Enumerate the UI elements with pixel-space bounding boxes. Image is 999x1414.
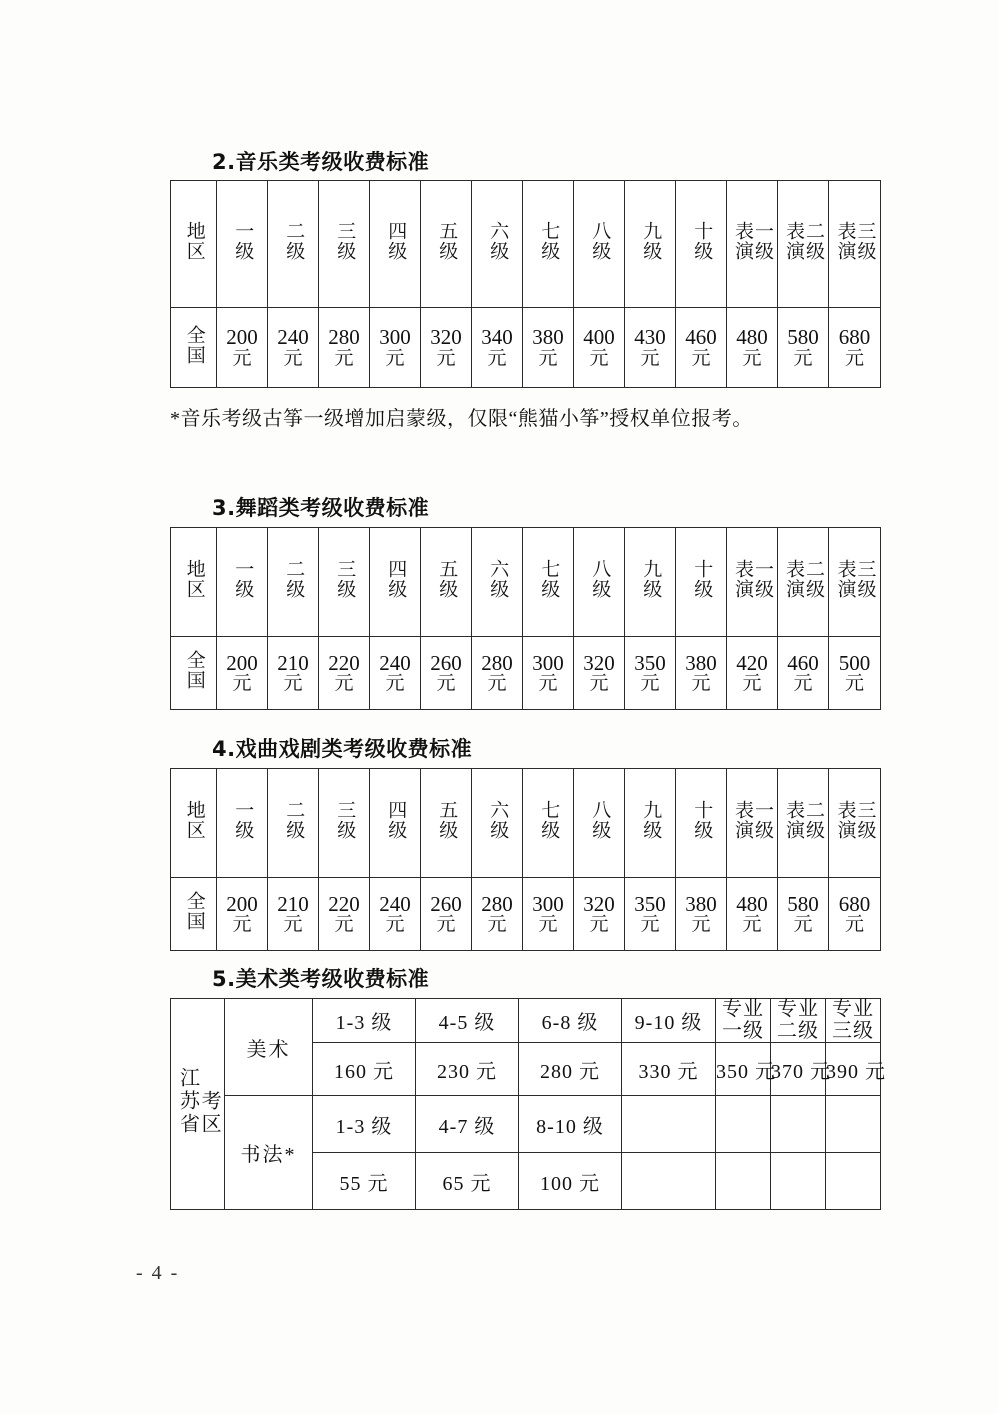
cell-region-jiangsu: 江苏省考区 <box>171 999 225 1210</box>
header-grade-7: 七级 <box>523 181 574 308</box>
header-grade-4: 四级 <box>370 528 421 637</box>
header-grade-6: 六级 <box>472 181 523 308</box>
cell-fee-grade-7: 300 元 <box>523 878 574 951</box>
cell-fee-grade-1: 200 元 <box>217 308 268 388</box>
header-grade-10: 十级 <box>676 769 727 878</box>
cell-empty <box>771 1096 826 1153</box>
header-grade-3: 三级 <box>319 181 370 308</box>
cell-fee-performance-3: 680 元 <box>829 308 881 388</box>
cell-empty <box>716 1153 771 1210</box>
header-performance-3: 三级 表演 <box>829 528 881 637</box>
cell-fee-grade-9: 430 元 <box>625 308 676 388</box>
header-grade-1: 一级 <box>217 181 268 308</box>
cell-fee-performance-3: 680 元 <box>829 878 881 951</box>
header-grade-9: 九级 <box>625 181 676 308</box>
header-grade-10: 十级 <box>676 181 727 308</box>
cell-fee-grade-10: 380 元 <box>676 637 727 710</box>
header-grade-8: 八级 <box>574 769 625 878</box>
table-header-row <box>171 769 881 878</box>
header-grade-9: 九级 <box>625 769 676 878</box>
cell-empty <box>622 1153 716 1210</box>
cell-fee-grade-2: 210 元 <box>268 637 319 710</box>
cell-empty <box>716 1096 771 1153</box>
cell-art-pro-level-2: 专业 二级 <box>771 999 826 1043</box>
header-performance-1: 一级 表演 <box>727 528 778 637</box>
header-grade-4: 四级 <box>370 769 421 878</box>
header-performance-2: 二级 表演 <box>778 181 829 308</box>
cell-fee-grade-10: 460 元 <box>676 308 727 388</box>
cell-fee-grade-8: 320 元 <box>574 878 625 951</box>
cell-category-calligraphy: 书法* <box>225 1096 313 1210</box>
header-performance-1: 一级 表演 <box>727 769 778 878</box>
cell-art-fee-pro-1: 350 元 <box>716 1043 771 1096</box>
cell-fee-grade-1: 200 元 <box>217 637 268 710</box>
cell-fee-grade-5: 320 元 <box>421 308 472 388</box>
music-fee-table <box>170 180 881 388</box>
cell-fee-grade-9: 350 元 <box>625 878 676 951</box>
header-grade-2: 二级 <box>268 528 319 637</box>
table-row-art-levels <box>171 999 881 1043</box>
cell-fee-grade-4: 240 元 <box>370 878 421 951</box>
header-performance-3: 三级 表演 <box>829 769 881 878</box>
cell-fee-grade-10: 380 元 <box>676 878 727 951</box>
cell-art-level-1: 1-3 级 <box>313 999 416 1043</box>
header-grade-3: 三级 <box>319 528 370 637</box>
cell-fee-grade-2: 210 元 <box>268 878 319 951</box>
cell-art-fee-4: 330 元 <box>622 1043 716 1096</box>
cell-fee-grade-4: 300 元 <box>370 308 421 388</box>
cell-fee-grade-7: 380 元 <box>523 308 574 388</box>
header-performance-3: 三级 表演 <box>829 181 881 308</box>
cell-category-art: 美术 <box>225 999 313 1096</box>
cell-art-fee-3: 280 元 <box>519 1043 622 1096</box>
music-note <box>128 400 888 438</box>
cell-fee-grade-1: 200 元 <box>217 878 268 951</box>
header-grade-2: 二级 <box>268 181 319 308</box>
cell-empty <box>826 1153 881 1210</box>
header-grade-5: 五级 <box>421 181 472 308</box>
header-region: 地区 <box>171 181 217 308</box>
header-grade-7: 七级 <box>523 528 574 637</box>
header-grade-4: 四级 <box>370 181 421 308</box>
table-row <box>171 308 881 388</box>
header-grade-1: 一级 <box>217 769 268 878</box>
cell-fee-grade-5: 260 元 <box>421 878 472 951</box>
cell-empty <box>771 1153 826 1210</box>
cell-art-fee-pro-3: 390 元 <box>826 1043 881 1096</box>
header-grade-9: 九级 <box>625 528 676 637</box>
table-header-row <box>171 181 881 308</box>
cell-calligraphy-fee-2: 65 元 <box>416 1153 519 1210</box>
table-header-row <box>171 528 881 637</box>
cell-calligraphy-level-3: 8-10 级 <box>519 1096 622 1153</box>
cell-fee-performance-2: 460 元 <box>778 637 829 710</box>
cell-fee-grade-6: 280 元 <box>472 637 523 710</box>
cell-fee-grade-8: 320 元 <box>574 637 625 710</box>
section-heading-opera: 4.戏曲戏剧类考级收费标准 <box>212 737 473 761</box>
cell-region-value: 全国 <box>171 308 217 388</box>
header-grade-10: 十级 <box>676 528 727 637</box>
table-row-calligraphy-levels <box>171 1096 881 1153</box>
section-heading-art: 5.美术类考级收费标准 <box>212 967 430 991</box>
cell-region-value: 全国 <box>171 878 217 951</box>
cell-calligraphy-fee-3: 100 元 <box>519 1153 622 1210</box>
header-grade-7: 七级 <box>523 769 574 878</box>
cell-fee-grade-6: 340 元 <box>472 308 523 388</box>
opera-fee-table <box>170 768 881 951</box>
cell-art-fee-1: 160 元 <box>313 1043 416 1096</box>
cell-empty <box>826 1096 881 1153</box>
cell-fee-performance-1: 420 元 <box>727 637 778 710</box>
cell-fee-performance-2: 580 元 <box>778 308 829 388</box>
table-row <box>171 637 881 710</box>
cell-art-pro-level-3: 专业 三级 <box>826 999 881 1043</box>
cell-fee-grade-4: 240 元 <box>370 637 421 710</box>
cell-calligraphy-level-1: 1-3 级 <box>313 1096 416 1153</box>
cell-fee-grade-3: 220 元 <box>319 878 370 951</box>
cell-fee-grade-3: 280 元 <box>319 308 370 388</box>
cell-fee-performance-1: 480 元 <box>727 308 778 388</box>
cell-fee-grade-3: 220 元 <box>319 637 370 710</box>
cell-fee-grade-5: 260 元 <box>421 637 472 710</box>
cell-fee-grade-9: 350 元 <box>625 637 676 710</box>
music-note-text: *音乐考级古筝一级增加启蒙级，仅限“熊猫小筝”授权单位报考。 <box>170 408 753 430</box>
header-region: 地区 <box>171 528 217 637</box>
header-grade-6: 六级 <box>472 769 523 878</box>
header-grade-8: 八级 <box>574 181 625 308</box>
cell-region-value: 全国 <box>171 637 217 710</box>
header-performance-2: 二级 表演 <box>778 769 829 878</box>
cell-art-level-3: 6-8 级 <box>519 999 622 1043</box>
cell-fee-performance-2: 580 元 <box>778 878 829 951</box>
table-row <box>171 878 881 951</box>
header-grade-2: 二级 <box>268 769 319 878</box>
header-grade-8: 八级 <box>574 528 625 637</box>
cell-art-fee-2: 230 元 <box>416 1043 519 1096</box>
cell-fee-performance-3: 500 元 <box>829 637 881 710</box>
header-grade-1: 一级 <box>217 528 268 637</box>
header-grade-6: 六级 <box>472 528 523 637</box>
cell-fee-grade-8: 400 元 <box>574 308 625 388</box>
dance-fee-table <box>170 527 881 710</box>
cell-fee-grade-6: 280 元 <box>472 878 523 951</box>
header-region: 地区 <box>171 769 217 878</box>
header-grade-3: 三级 <box>319 769 370 878</box>
header-grade-5: 五级 <box>421 528 472 637</box>
cell-art-level-2: 4-5 级 <box>416 999 519 1043</box>
cell-art-level-4: 9-10 级 <box>622 999 716 1043</box>
header-performance-1: 一级 表演 <box>727 181 778 308</box>
cell-art-fee-pro-2: 370 元 <box>771 1043 826 1096</box>
cell-calligraphy-fee-1: 55 元 <box>313 1153 416 1210</box>
cell-fee-performance-1: 480 元 <box>727 878 778 951</box>
header-performance-2: 二级 表演 <box>778 528 829 637</box>
cell-fee-grade-7: 300 元 <box>523 637 574 710</box>
header-grade-5: 五级 <box>421 769 472 878</box>
page-number: - 4 - <box>136 1262 180 1284</box>
cell-fee-grade-2: 240 元 <box>268 308 319 388</box>
cell-calligraphy-level-2: 4-7 级 <box>416 1096 519 1153</box>
section-heading-music: 2.音乐类考级收费标准 <box>212 150 430 174</box>
cell-art-pro-level-1: 专业 一级 <box>716 999 771 1043</box>
cell-empty <box>622 1096 716 1153</box>
art-fee-table <box>170 998 886 1210</box>
section-heading-dance: 3.舞蹈类考级收费标准 <box>212 496 430 520</box>
